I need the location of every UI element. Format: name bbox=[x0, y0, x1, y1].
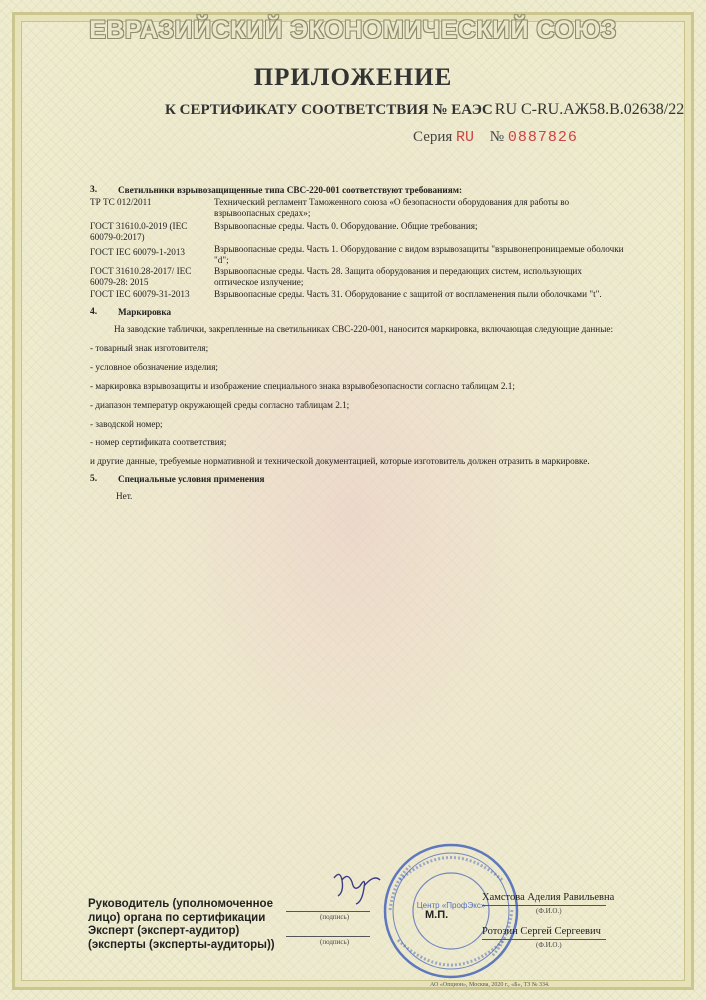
marking-item: - заводской номер; bbox=[90, 419, 163, 429]
certification-stamp bbox=[380, 840, 522, 982]
standard-desc: Взрывоопасные среды. Часть 28. Защита оборудования и передающих систем, использующих оптическое излучение; bbox=[214, 266, 582, 287]
signature-caption: (подпись) bbox=[320, 938, 350, 946]
standard-desc: Взрывоопасные среды. Часть 31. Оборудование с защитой от воспламенения пыли оболочками "t". bbox=[214, 289, 602, 299]
series-code: RU bbox=[456, 129, 475, 146]
standard-desc: Взрывоопасные среды. Часть 1. Оборудование с видом взрывозащиты "взрывонепроницаемые оболочки "d"; bbox=[214, 244, 624, 265]
head-label-line2: лицо) органа по сертификации bbox=[88, 912, 266, 924]
head-name: Хамстова Аделия Равильевна bbox=[482, 892, 615, 903]
subtitle-prefix: К СЕРТИФИКАТУ СООТВЕТСТВИЯ № ЕАЭС bbox=[165, 102, 493, 118]
section3-heading: Светильники взрывозащищенные типа СВС-220-001 соответствуют требованиям: bbox=[118, 185, 463, 195]
section3-number: 3. bbox=[90, 185, 98, 195]
marking-item: - диапазон температур окружающей среды согласно таблицам 2.1; bbox=[90, 400, 350, 410]
marking-item: - номер сертификата соответствия; bbox=[90, 437, 227, 447]
printer-imprint: АО «Опцион», Москва, 2020 г., «Б», ТЗ № 334. bbox=[430, 982, 550, 988]
marking-item: - товарный знак изготовителя; bbox=[90, 343, 209, 353]
section5-text: Нет. bbox=[116, 491, 133, 501]
head-label bbox=[88, 897, 273, 925]
section5-number: 5. bbox=[90, 474, 98, 484]
fio-caption: (Ф.И.О.) bbox=[536, 941, 562, 949]
section4-number: 4. bbox=[90, 307, 98, 317]
expert-name: Ротозин Сергей Сергеевич bbox=[482, 926, 601, 937]
fio-caption: (Ф.И.О.) bbox=[536, 907, 562, 915]
expert-label-line1: Эксперт (эксперт-аудитор) bbox=[88, 925, 240, 937]
marking-item: - условное обозначение изделия; bbox=[90, 362, 218, 372]
series-line bbox=[413, 129, 578, 146]
certificate-number: RU С-RU.АЖ58.В.02638/22 bbox=[494, 101, 685, 118]
signature-line bbox=[286, 936, 370, 937]
signature-line bbox=[286, 911, 370, 912]
page-title: ПРИЛОЖЕНИЕ bbox=[253, 64, 453, 91]
marking-outro: и другие данные, требуемые нормативной и технической документацией, которые изготовитель должен отразить в маркировке. bbox=[90, 456, 590, 466]
head-label-line1: Руководитель (уполномоченное bbox=[88, 898, 273, 910]
name-line bbox=[482, 905, 606, 906]
decorative-border bbox=[12, 12, 694, 990]
series-label: Серия bbox=[413, 129, 453, 145]
standard-code: ГОСТ 31610.0-2019 (IEC 60079-0:2017) bbox=[90, 221, 188, 242]
handwritten-signature bbox=[330, 866, 400, 906]
number-label: № bbox=[489, 129, 505, 145]
marking-intro: На заводские таблички, закрепленные на светильниках СВС-220-001, наносится маркировка, включающая следующие данные: bbox=[114, 324, 614, 334]
standard-code: ГОСТ IEC 60079-31-2013 bbox=[90, 289, 190, 299]
section4-heading: Маркировка bbox=[118, 307, 172, 317]
standard-desc: Взрывоопасные среды. Часть 0. Оборудование. Общие требования; bbox=[214, 221, 478, 231]
marking-item: - маркировка взрывозащиты и изображение специального знака взрывобезопасности согласно таблицам 2.1; bbox=[90, 381, 515, 391]
stamp-place-label: М.П. bbox=[425, 909, 449, 921]
expert-label bbox=[88, 924, 275, 952]
union-banner: ЕВРАЗИЙСКИЙ ЭКОНОМИЧЕСКИЙ СОЮЗ bbox=[89, 16, 617, 44]
section5-heading: Специальные условия применения bbox=[118, 474, 265, 484]
name-line bbox=[482, 939, 606, 940]
expert-label-line2: (эксперты (эксперты-аудиторы)) bbox=[88, 939, 275, 951]
stamp-center-text: Центр «ПрофЭкс» bbox=[416, 901, 486, 910]
form-number: 0887826 bbox=[507, 129, 578, 146]
standard-desc: Технический регламент Таможенного союза «О безопасности оборудования для работы во взрывоопасных средах»; bbox=[214, 197, 570, 218]
standard-code: ГОСТ 31610.28-2017/ IEC 60079-28: 2015 bbox=[90, 266, 192, 287]
certificate-subtitle bbox=[165, 101, 684, 119]
standard-code: ТР ТС 012/2011 bbox=[90, 197, 152, 207]
signature-caption: (подпись) bbox=[320, 913, 350, 921]
standard-code: ГОСТ IEC 60079-1-2013 bbox=[90, 247, 186, 257]
